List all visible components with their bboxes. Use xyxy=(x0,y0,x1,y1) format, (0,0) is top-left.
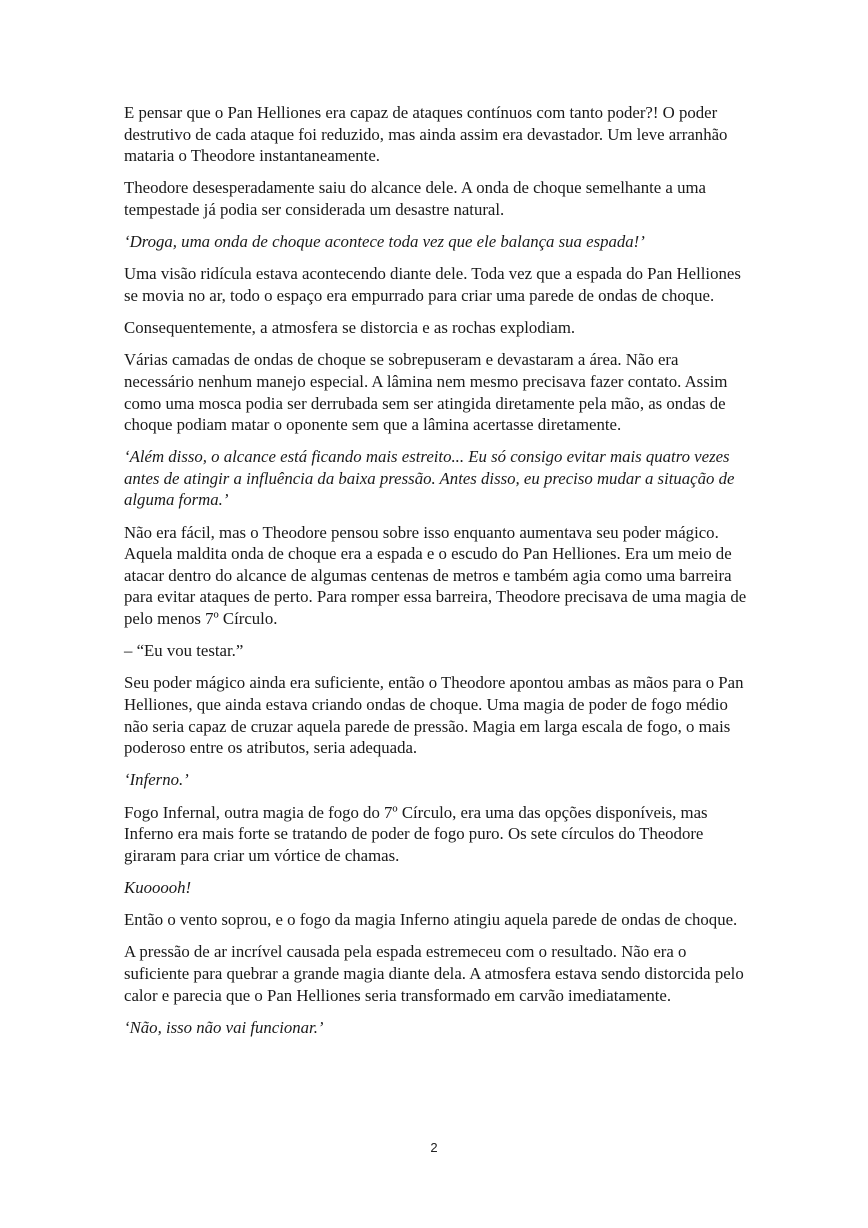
paragraph-9-dialogue: – “Eu vou testar.” xyxy=(124,641,244,661)
paragraph-4: Uma visão ridícula estava acontecendo diante dele. Toda vez que a espada do Pan Helliones se movia no ar, todo o espaço era empurrado para criar uma parede de ondas de choque. xyxy=(124,264,741,305)
page-body xyxy=(124,102,750,1049)
paragraph-6: Várias camadas de ondas de choque se sobrepuseram e devastaram a área. Não era necessário nenhum manejo especial. A lâmina nem mesmo precisava fazer contato. Assim como uma mosca podia ser derrubada sem ser atingida diretamente pela mão, as ondas de choque podiam matar o oponente sem que a lâmina acertasse diretamente. xyxy=(124,350,728,435)
paragraph-7-thought: ‘Além disso, o alcance está ficando mais estreito... Eu só consigo evitar mais quatro vezes antes de atingir a influência da baixa pressão. Antes disso, eu preciso mudar a situação de alguma forma.’ xyxy=(124,447,735,510)
paragraph-3-thought: ‘Droga, uma onda de choque acontece toda vez que ele balança sua espada!’ xyxy=(124,232,645,252)
paragraph-8: Não era fácil, mas o Theodore pensou sobre isso enquanto aumentava seu poder mágico. Aquela maldita onda de choque era a espada e o escudo do Pan Helliones. Era um meio de atacar dentro do alcance de algumas centenas de metros e também agia como uma barreira para evitar ataques de perto. Para romper essa barreira, Theodore precisava de uma magia de pelo menos 7º Círculo. xyxy=(124,522,747,629)
paragraph-14: Então o vento soprou, e o fogo da magia Inferno atingiu aquela parede de ondas de choque. xyxy=(124,910,738,930)
paragraph-10: Seu poder mágico ainda era suficiente, então o Theodore apontou ambas as mãos para o Pan Helliones, que ainda estava criando ondas de choque. Uma magia de poder de fogo médio não seria capaz de cruzar aquela parede de pressão. Magia em larga escala de fogo, o mais poderoso entre os atributos, seria adequada. xyxy=(124,673,744,758)
paragraph-12: Fogo Infernal, outra magia de fogo do 7º Círculo, era uma das opções disponíveis, mas Inferno era mais forte se tratando de poder de fogo puro. Os sete círculos do Theodore giraram para criar um vórtice de chamas. xyxy=(124,802,708,865)
paragraph-11-thought: ‘Inferno.’ xyxy=(124,770,189,790)
paragraph-1: E pensar que o Pan Helliones era capaz de ataques contínuos com tanto poder?! O poder destrutivo de cada ataque foi reduzido, mas ainda assim era devastador. Um leve arranhão mataria o Theodore instantaneamente. xyxy=(124,103,728,166)
paragraph-5: Consequentemente, a atmosfera se distorcia e as rochas explodiam. xyxy=(124,318,576,338)
paragraph-16-thought: ‘Não, isso não vai funcionar.’ xyxy=(124,1017,324,1037)
paragraph-15: A pressão de ar incrível causada pela espada estremeceu com o resultado. Não era o suficiente para quebrar a grande magia diante dela. A atmosfera estava sendo distorcida pelo calor e parecia que o Pan Helliones seria transformado em carvão imediatamente. xyxy=(124,942,744,1005)
page-number: 2 xyxy=(430,1140,438,1155)
paragraph-2: Theodore desesperadamente saiu do alcance dele. A onda de choque semelhante a uma tempestade já podia ser considerada um desastre natural. xyxy=(124,178,706,219)
paragraph-13-sound: Kuooooh! xyxy=(124,877,192,897)
